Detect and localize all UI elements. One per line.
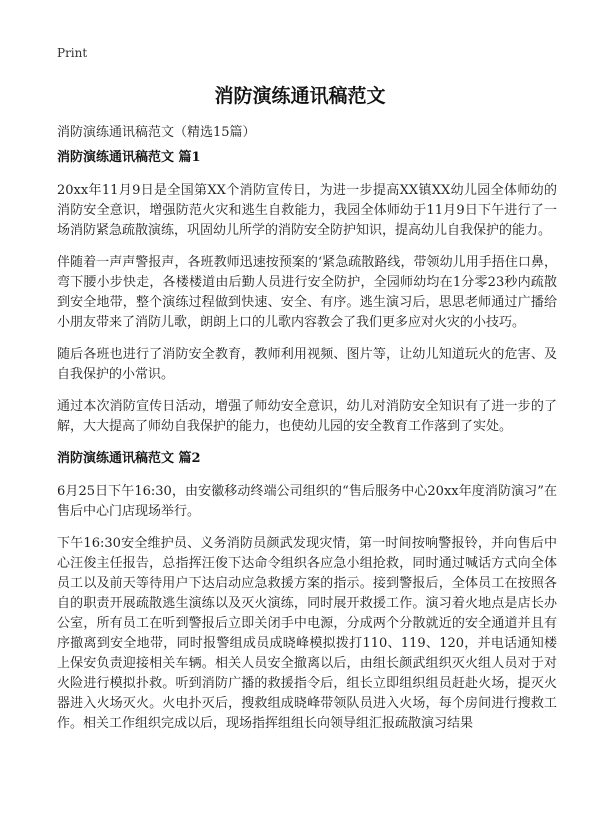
- document-body: [57, 148, 557, 746]
- print-link[interactable]: Print: [57, 46, 88, 60]
- article-section-2: [57, 449, 557, 734]
- article-section-1: [57, 148, 557, 437]
- paragraph: 6月25日下午16:30，由安徽移动终端公司组织的“售后服务中心20xx年度消防演习”在售后中心门店现场举行。: [57, 484, 557, 519]
- paragraph: 20xx年11月9日是全国第XX个消防宣传日，为进一步提高XX镇XX幼儿园全体师幼的消防安全意识，增强防范火灾和逃生自救能力，我园全体师幼于11月9日下午进行了一场消防紧急疏散演练，巩固幼儿所学的消防安全防护知识，提高幼儿自我保护的能力。: [57, 183, 557, 238]
- page-title: 消防演练通讯稿范文: [214, 85, 386, 107]
- section-heading: 消防演练通讯稿范文 篇1: [57, 150, 201, 165]
- paragraph: 伴随着一声声警报声，各班教师迅速按预案的‘紧急疏散路线，带领幼儿用手捂住口鼻，弯下腰小步快走，各楼楼道由后勤人员进行安全防护，全园师幼均在1分零23秒内疏散到安全地带，整个演练过程做到快速、安全、有序。逃生演习后，思思老师通过广播给小朋友带来了消防儿歌，朗朗上口的儿歌内容教会了我们更多应对火灾的小技巧。: [57, 255, 557, 330]
- section-heading: 消防演练通讯稿范文 篇2: [57, 451, 201, 466]
- paragraph: 通过本次消防宣传日活动，增强了师幼安全意识，幼儿对消防安全知识有了进一步的了解，大大提高了师幼自我保护的能力，也使幼儿园的安全教育工作落到了实处。: [57, 399, 557, 434]
- paragraph: 下午16:30安全维护员、义务消防员颜武发现灾情，第一时间按响警报铃，并向售后中心汪俊主任报告，总指挥汪俊下达命令组织各应急小组抢救，同时通过喊话方式向全体员工以及前天等待用户下达启动应急救援方案的指示。接到警报后，全体员工在按照各自的职责开展疏散逃生演练以及灭火演练，同时展开救援工作。演习着火地点是店长办公室，所有员工在听到警报后立即关闭手中电源，分成两个分散就近的安全通道并且有序撤离到安全地带，同时报警组成员成晓峰模拟拨打110、119、120，并电话通知楼上保安负责迎接相关车辆。相关人员安全撤离以后，由组长颜武组织灭火组人员对于对火险进行模拟扑救。听到消防广播的救援指令后，组长立即组织组员赶赴火场，提灭火器进入火场灭火。火电扑灭后，搜救组成晓峰带领队员进入火场，每个房间进行搜救工作。相关工作组织完成以后，现场指挥组组长向领导组汇报疏散演习结果: [57, 536, 557, 731]
- paragraph: 随后各班也进行了消防安全教育，教师利用视频、图片等，让幼儿知道玩火的危害、及自我保护的小常识。: [57, 347, 557, 382]
- document-subtitle: 消防演练通讯稿范文（精选15篇）: [57, 125, 256, 140]
